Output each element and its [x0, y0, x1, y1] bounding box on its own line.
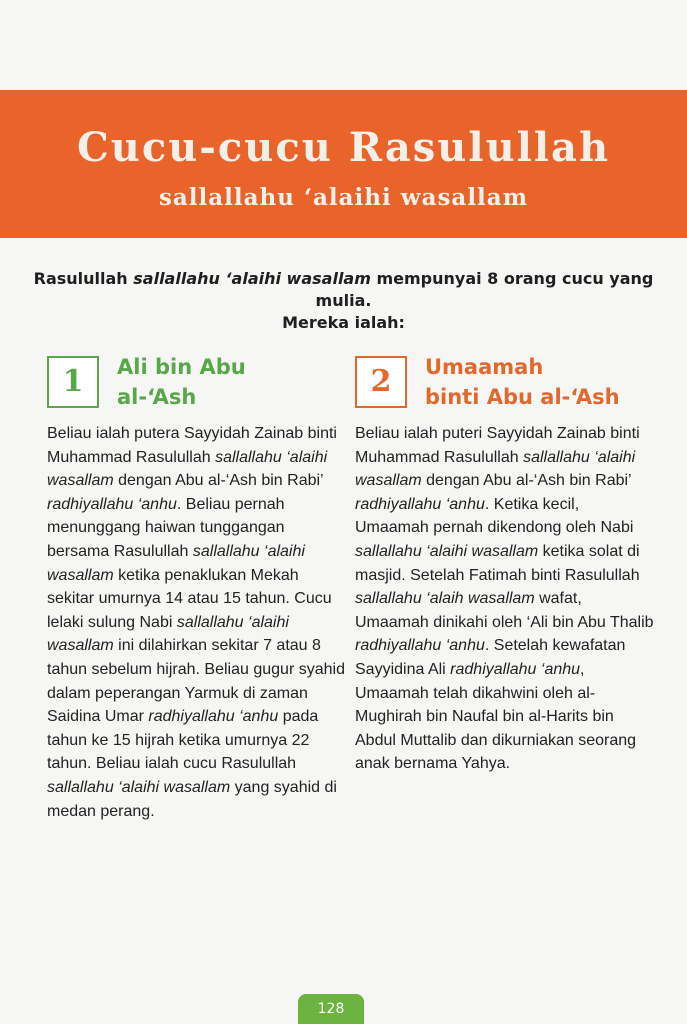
- entry-heading-line1: Umaamah: [425, 355, 544, 379]
- entry-body: [355, 422, 655, 776]
- body-text-run: ketika solat di masjid. Setelah Fatimah binti Rasulullah: [355, 542, 640, 584]
- body-text-run: . Ketika kecil, Umaamah pernah dikendong oleh Nabi: [355, 495, 634, 537]
- italic-phrase: radhiyallahu ‘anhu: [148, 708, 279, 726]
- italic-phrase: sallallahu ‘alaih wasallam: [355, 590, 535, 608]
- intro-text-2: sallallahu ‘alaihi wasallam: [133, 269, 371, 288]
- body-text-run: Beliau ialah puteri Sayyidah Zainab binti Muhammad Rasulullah: [355, 425, 640, 466]
- body-text-run: yang syahid di medan perang.: [47, 778, 337, 820]
- entry-heading: [117, 352, 357, 412]
- body-text-run: , Umaamah telah dikahwini oleh al-Mughirah bin Naufal bin al-Harits bin Abdul Muttalib dan dikurniakan seorang anak bernama Yahya.: [355, 660, 637, 773]
- body-text-run: ini dilahirkan sekitar 7 atau 8 tahun sebelum hijrah. Beliau gugur syahid dalam peperangan Yarmuk di zaman Saidina Umar: [47, 637, 345, 726]
- italic-phrase: sallallahu ‘alaihi wasallam: [355, 542, 539, 560]
- entry-number-box: 2: [355, 356, 407, 408]
- entry-heading-line2: al-‘Ash: [117, 385, 197, 409]
- body-text-run: Beliau ialah putera Sayyidah Zainab binti Muhammad Rasulullah: [47, 425, 337, 466]
- body-text-run: dengan Abu al-‘Ash bin Rabi’: [421, 472, 632, 490]
- entry-body: [47, 422, 347, 823]
- body-text-run: ketika penaklukan Mekah sekitar umurnya 14 atau 15 tahun. Cucu lelaki sulung Nabi: [47, 566, 332, 631]
- entry-number-box: 1: [47, 356, 99, 408]
- italic-phrase: sallallahu ‘alaihi wasallam: [47, 448, 328, 490]
- page-number: 128: [298, 994, 364, 1024]
- body-text-run: . Beliau pernah menunggang haiwan tunggangan bersama Rasulullah: [47, 495, 285, 560]
- page-title: Cucu-cucu Rasulullah: [76, 124, 611, 171]
- entry-heading-line1: Ali bin Abu: [117, 355, 246, 379]
- italic-phrase: radhiyallahu ‘anhu: [450, 660, 581, 678]
- italic-phrase: sallallahu ‘alaihi wasallam: [355, 448, 636, 490]
- body-text-run: . Setelah kewafatan Sayyidina Ali: [355, 637, 626, 678]
- italic-phrase: radhiyallahu ‘anhu: [47, 495, 177, 513]
- body-text-run: dengan Abu al-‘Ash bin Rabi’: [113, 472, 324, 490]
- intro-text-3: mempunyai 8 orang cucu yang mulia.: [315, 269, 654, 310]
- italic-phrase: radhiyallahu ‘anhu: [355, 495, 485, 513]
- entry-heading: [425, 352, 665, 412]
- italic-phrase: sallallahu ‘alaihi wasallam: [47, 542, 305, 584]
- entry-heading-line2: binti Abu al-‘Ash: [425, 385, 620, 409]
- intro-paragraph: [30, 268, 657, 334]
- body-text-run: wafat, Umaamah dinikahi oleh ‘Ali bin Abu Thalib: [355, 590, 654, 631]
- page-subtitle: sallallahu ‘alaihi wasallam: [158, 184, 529, 211]
- italic-phrase: sallallahu ‘alaihi wasallam: [47, 778, 231, 796]
- intro-text-4: Mereka ialah:: [282, 313, 405, 332]
- italic-phrase: sallallahu ‘alaihi wasallam: [47, 613, 289, 655]
- body-text-run: pada tahun ke 15 hijrah ketika umurnya 22 tahun. Beliau ialah cucu Rasulullah: [47, 708, 319, 773]
- intro-text-1: Rasulullah: [33, 269, 134, 288]
- italic-phrase: radhiyallahu ‘anhu: [355, 637, 485, 655]
